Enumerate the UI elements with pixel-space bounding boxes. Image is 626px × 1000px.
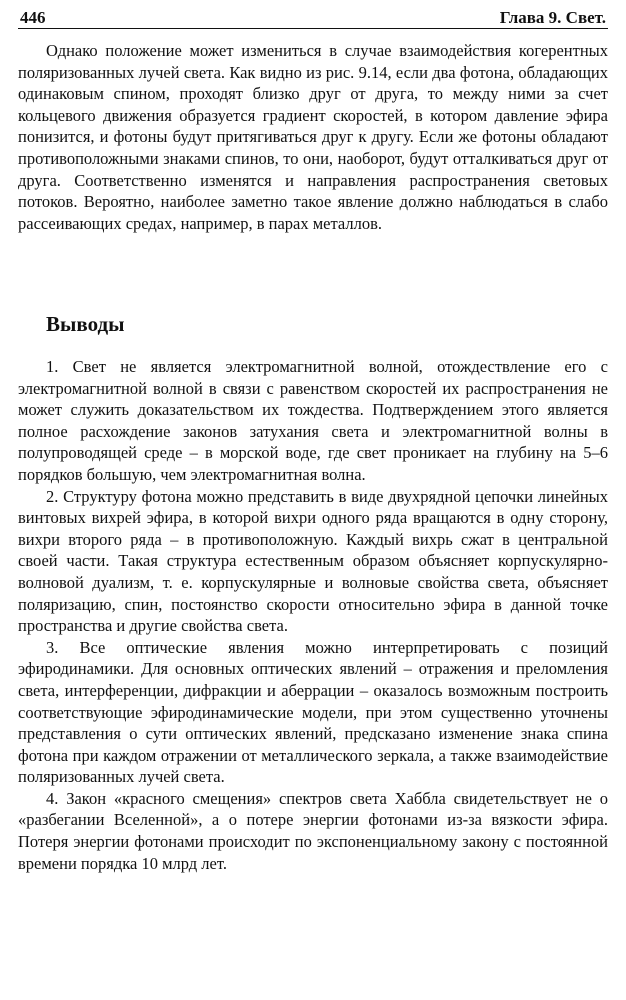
- conclusions-list: [18, 356, 608, 874]
- intro-text-block: [18, 40, 608, 234]
- intro-paragraph: Однако положение может измениться в случае взаимодействия когерентных поляризованных лучей света. Как видно из рис. 9.14, если два фотона, обладающих одинаковым спином, проходят близко друг от друга, то между ними за счет кольцевого движения образуется градиент скоростей, в котором давление эфира понизится, и фотоны будут притягиваться друг к другу. Если же фотоны обладают противоположными знаками спинов, то они, наоборот, будут отталкиваться друг от друга. Соответственно изменятся и направления распространения световых потоков. Вероятно, наиболее заметно такое явление должно наблюдаться в слабо рассеивающих средах, например, в парах металлов.: [18, 41, 608, 233]
- conclusion-item: 4. Закон «красного смещения» спектров света Хаббла свидетельствует не о «разбегании Вселенной», а о потере энергии фотонами из-за вязкости эфира. Потеря энергии фотонами происходит по экспоненциальному закону с постоянной времени порядка 10 млрд лет.: [18, 788, 608, 873]
- conclusion-item: 1. Свет не является электромагнитной волной, отождествление его с электромагнитной волной в связи с равенством скоростей их распространения не может служить доказательством их тождества. Подтверждением этого является полное расхождение законов затухания света и электромагнитной волны в полупроводящей среде – в морской воде, где свет проникает на глубину на 5–6 порядков большую, чем электромагнитная волна.: [18, 357, 608, 484]
- conclusion-item: 2. Структуру фотона можно представить в виде двухрядной цепочки линейных винтовых вихрей эфира, в которой вихри одного ряда вращаются в одну сторону, вихри второго ряда – в противоположную. Каждый вихрь сжат в центральной своей части. Такая структура естественным образом объясняет корпускулярно-волновой дуализм, т. е. корпускулярные и волновые свойства света, объясняет поляризацию, спин, постоянство скорости относительно эфира в данной точке пространства и другие свойства света.: [18, 486, 608, 636]
- section-heading: Выводы: [46, 312, 125, 336]
- page-number: 446: [20, 8, 46, 27]
- conclusion-item: 3. Все оптические явления можно интерпретировать с позиций эфиродинамики. Для основных оптических явлений – отражения и преломления света, интерференции, дифракции и аберрации – оказалось возможным построить соответствующие эфиродинамические модели, при этом существенно уточнены представления о сути оптических явлений, предсказано изменение знака спина фотона при каждом отражении от металлического зеркала, а также взаимодействие поляризованных лучей света.: [18, 637, 608, 787]
- running-header: [18, 8, 608, 29]
- chapter-title: Глава 9. Свет.: [499, 8, 606, 27]
